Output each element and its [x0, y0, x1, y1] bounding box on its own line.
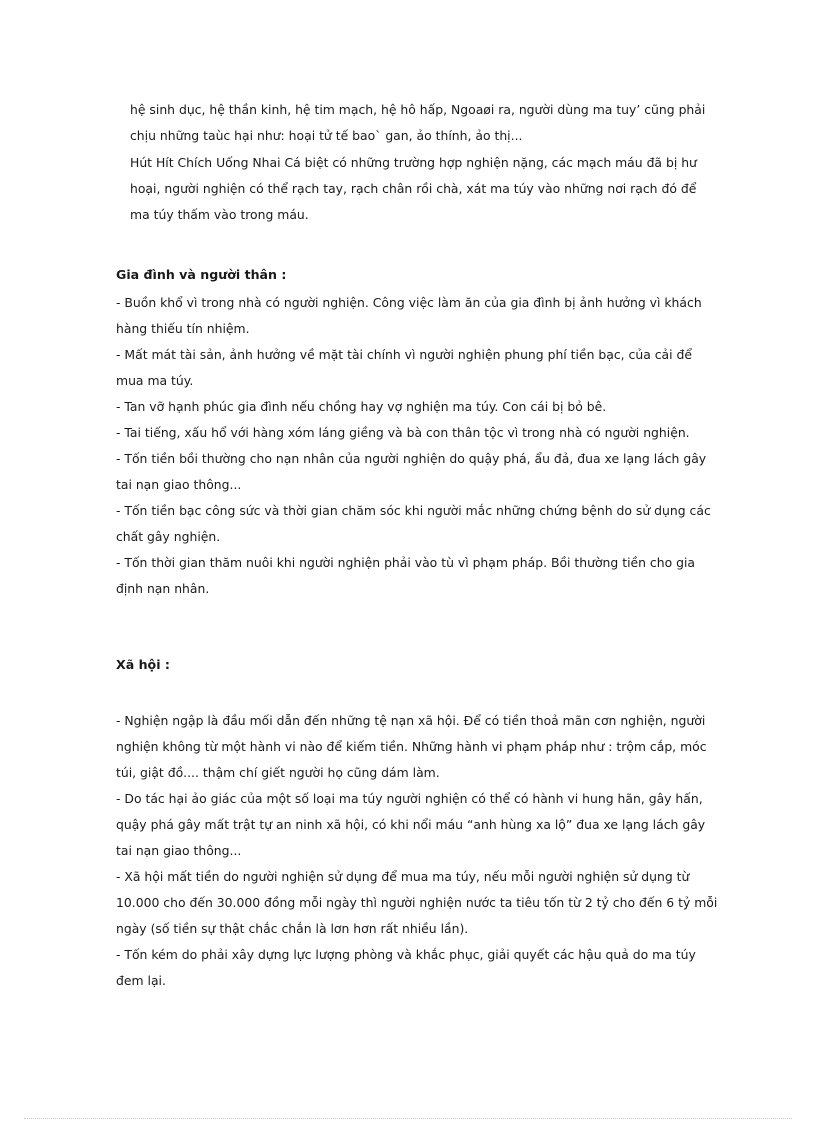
list-item-line: chất gây nghiện. — [116, 529, 221, 544]
list-item-line: quậy phá gây mất trật tự an ninh xã hội, có khi nổi máu “anh hùng xa lộ” đua xe lạng lách gây — [116, 817, 706, 832]
list-item — [116, 942, 717, 994]
list-item-line: ngày (số tiền sự thật chắc chắn là lơn hơn rất nhiều lần). — [116, 921, 469, 936]
section-heading-family: Gia đình và người thân : — [116, 267, 287, 282]
list-item — [116, 394, 711, 420]
list-item-line: nghiện không từ một hành vi nào để kiếm tiền. Những hành vi phạm pháp như : trộm cắp, móc — [116, 739, 707, 754]
list-item-line: - Buồn khổ vì trong nhà có người nghiện. Công việc làm ăn của gia đình bị ảnh hưởng vì khách — [116, 295, 702, 310]
list-item-line: tai nạn giao thông... — [116, 477, 242, 492]
list-item — [116, 708, 717, 786]
list-item — [116, 420, 711, 446]
list-item — [116, 446, 711, 498]
list-item — [116, 550, 711, 602]
list-item — [116, 864, 717, 942]
family-list — [116, 290, 711, 602]
section-heading-society: Xã hội : — [116, 657, 170, 672]
intro-line: Hút Hít Chích Uống Nhai Cá biệt có những trường hợp nghiện nặng, các mạch máu đã bị hư — [130, 155, 697, 170]
footer-divider — [24, 1118, 792, 1119]
list-item-line: - Nghiện ngập là đầu mối dẫn đến những tệ nạn xã hội. Để có tiền thoả mãn cơn nghiện, người — [116, 713, 706, 728]
list-item-line: đem lại. — [116, 973, 166, 988]
list-item-line: - Tốn tiền bồi thường cho nạn nhân của người nghiện do quậy phá, ẩu đả, đua xe lạng lách gây — [116, 451, 707, 466]
list-item-line: định nạn nhân. — [116, 581, 210, 596]
list-item-line: túi, giật đồ.... thậm chí giết người họ cũng dám làm. — [116, 765, 440, 780]
list-item-line: - Do tác hại ảo giác của một số loại ma túy người nghiện có thể có hành vi hung hãn, gây hấn, — [116, 791, 703, 806]
list-item-line: - Tốn thời gian thăm nuôi khi người nghiện phải vào tù vì phạm pháp. Bồi thường tiền cho gia — [116, 555, 696, 570]
list-item-line: hàng thiếu tín nhiệm. — [116, 321, 250, 336]
list-item-line: 10.000 cho đến 30.000 đồng mỗi ngày thì người nghiện nước ta tiêu tốn từ 2 tỷ cho đến 6 tỷ mỗi — [116, 895, 718, 910]
intro-paragraph-2 — [130, 150, 697, 228]
intro-paragraph — [130, 97, 705, 149]
list-item-line: tai nạn giao thông... — [116, 843, 242, 858]
list-item-line: - Tốn kém do phải xây dựng lực lượng phòng và khắc phục, giải quyết các hậu quả do ma túy — [116, 947, 696, 962]
list-item-line: - Mất mát tài sản, ảnh hưởng về mặt tài chính vì người nghiện phung phí tiền bạc, của cải để — [116, 347, 693, 362]
list-item — [116, 498, 711, 550]
list-item — [116, 342, 711, 394]
list-item-line: - Tai tiếng, xấu hổ với hàng xóm láng giềng và bà con thân tộc vì trong nhà có người nghiện. — [116, 425, 690, 440]
intro-line: hệ sinh dục, hệ thần kinh, hệ tim mạch, hệ hô hấp, Ngoaøi ra, người dùng ma tuy’ cũng phải — [130, 102, 706, 117]
list-item-line: - Tốn tiền bạc công sức và thời gian chăm sóc khi người mắc những chứng bệnh do sử dụng các — [116, 503, 711, 518]
list-item — [116, 786, 717, 864]
intro-line: ma túy thấm vào trong máu. — [130, 207, 309, 222]
list-item-line: - Tan vỡ hạnh phúc gia đình nếu chồng hay vợ nghiện ma túy. Con cái bị bỏ bê. — [116, 399, 607, 414]
intro-line: hoại, người nghiện có thể rạch tay, rạch chân rồi chà, xát ma túy vào những nơi rạch đó để — [130, 181, 697, 196]
list-item — [116, 290, 711, 342]
society-list — [116, 708, 717, 994]
list-item-line: mua ma túy. — [116, 373, 194, 388]
intro-line: chịu những taùc hại như: hoại tử tế bao` gan, ảo thính, ảo thị... — [130, 128, 523, 143]
list-item-line: - Xã hội mất tiền do người nghiện sử dụng để mua ma túy, nếu mỗi người nghiện sử dụng từ — [116, 869, 690, 884]
